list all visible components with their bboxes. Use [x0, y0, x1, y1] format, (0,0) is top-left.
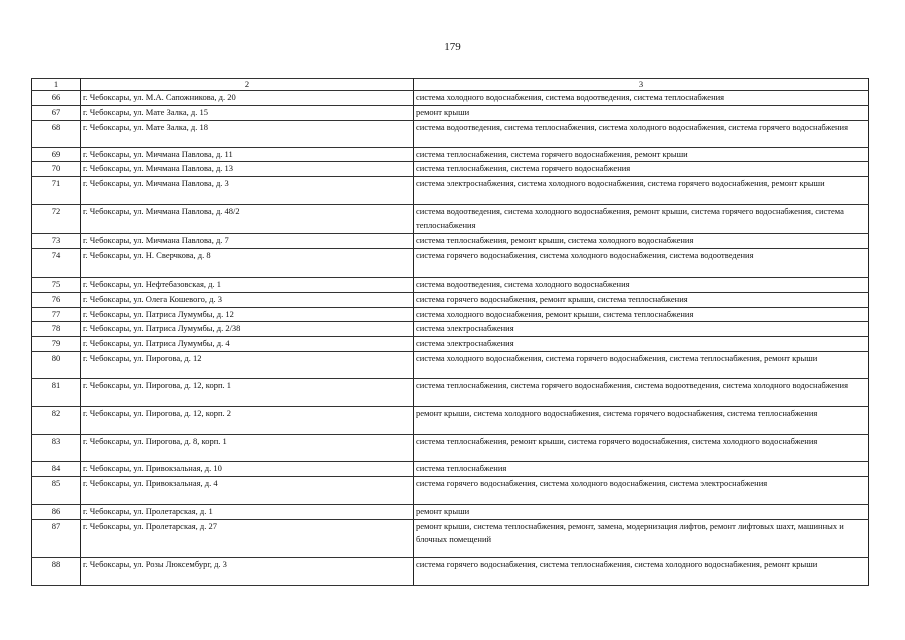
address-cell: г. Чебоксары, ул. Мичмана Павлова, д. 11	[81, 147, 414, 162]
address-cell: г. Чебоксары, ул. Н. Сверчкова, д. 8	[81, 248, 414, 277]
works-cell: система электроснабжения, система холодного водоснабжения, система горячего водоснабжения, ремонт крыши	[414, 177, 869, 205]
row-number: 76	[32, 292, 81, 307]
works-cell: система теплоснабжения, система горячего водоснабжения, система водоотведения, система холодного водоснабжения	[414, 378, 869, 406]
row-number: 66	[32, 91, 81, 106]
address-cell: г. Чебоксары, ул. Привокзальная, д. 4	[81, 476, 414, 504]
table-row	[32, 476, 869, 504]
works-cell: ремонт крыши, система холодного водоснабжения, система горячего водоснабжения, система теплоснабжения	[414, 406, 869, 434]
column-header-works: 3	[414, 79, 869, 91]
works-cell: система теплоснабжения	[414, 461, 869, 476]
table-row	[32, 105, 869, 120]
works-cell: система горячего водоснабжения, система теплоснабжения, система холодного водоснабжения, ремонт крыши	[414, 557, 869, 585]
row-number: 87	[32, 519, 81, 557]
table-header-row	[32, 79, 869, 91]
table-row	[32, 277, 869, 292]
table-row	[32, 557, 869, 585]
row-number: 68	[32, 120, 81, 147]
table-row	[32, 248, 869, 277]
works-cell: система электроснабжения	[414, 322, 869, 337]
row-number: 69	[32, 147, 81, 162]
row-number: 85	[32, 476, 81, 504]
works-cell: система горячего водоснабжения, ремонт крыши, система теплоснабжения	[414, 292, 869, 307]
address-cell: г. Чебоксары, ул. Мате Залка, д. 18	[81, 120, 414, 147]
works-cell: система электроснабжения	[414, 337, 869, 352]
table-row	[32, 177, 869, 205]
works-cell: система холодного водоснабжения, ремонт крыши, система теплоснабжения	[414, 307, 869, 322]
row-number: 86	[32, 504, 81, 519]
address-cell: г. Чебоксары, ул. Нефтебазовская, д. 1	[81, 277, 414, 292]
table-body	[32, 79, 869, 586]
address-cell: г. Чебоксары, ул. Патриса Лумумбы, д. 4	[81, 337, 414, 352]
table-row	[32, 461, 869, 476]
row-number: 81	[32, 378, 81, 406]
works-cell: система водоотведения, система теплоснабжения, система холодного водоснабжения, система горячего водоснабжения	[414, 120, 869, 147]
table-row	[32, 120, 869, 147]
row-number: 88	[32, 557, 81, 585]
works-cell: система холодного водоснабжения, система горячего водоснабжения, система теплоснабжения, ремонт крыши	[414, 351, 869, 378]
row-number: 72	[32, 205, 81, 234]
table-row	[32, 91, 869, 106]
table-row	[32, 351, 869, 378]
table-row	[32, 307, 869, 322]
works-cell: система горячего водоснабжения, система холодного водоснабжения, система водоотведения	[414, 248, 869, 277]
table-row	[32, 519, 869, 557]
row-number: 83	[32, 434, 81, 461]
address-cell: г. Чебоксары, ул. Патриса Лумумбы, д. 2/38	[81, 322, 414, 337]
address-cell: г. Чебоксары, ул. Розы Люксембург, д. 3	[81, 557, 414, 585]
table-row	[32, 234, 869, 249]
table-row	[32, 434, 869, 461]
table-row	[32, 162, 869, 177]
row-number: 70	[32, 162, 81, 177]
address-cell: г. Чебоксары, ул. Мичмана Павлова, д. 7	[81, 234, 414, 249]
works-cell: система горячего водоснабжения, система холодного водоснабжения, система электроснабжения	[414, 476, 869, 504]
row-number: 82	[32, 406, 81, 434]
column-header-number: 1	[32, 79, 81, 91]
row-number: 73	[32, 234, 81, 249]
table-row	[32, 292, 869, 307]
works-cell: ремонт крыши	[414, 105, 869, 120]
table-row	[32, 205, 869, 234]
table-row	[32, 147, 869, 162]
address-cell: г. Чебоксары, ул. Патриса Лумумбы, д. 12	[81, 307, 414, 322]
works-cell: система холодного водоснабжения, система водоотведения, система теплоснабжения	[414, 91, 869, 106]
address-cell: г. Чебоксары, ул. Пирогова, д. 12, корп. 1	[81, 378, 414, 406]
address-cell: г. Чебоксары, ул. М.А. Сапожникова, д. 20	[81, 91, 414, 106]
address-cell: г. Чебоксары, ул. Пирогова, д. 8, корп. 1	[81, 434, 414, 461]
page-number: 179	[444, 41, 461, 53]
works-cell: ремонт крыши	[414, 504, 869, 519]
works-cell: система теплоснабжения, система горячего водоснабжения, ремонт крыши	[414, 147, 869, 162]
address-cell: г. Чебоксары, ул. Олега Кошевого, д. 3	[81, 292, 414, 307]
row-number: 67	[32, 105, 81, 120]
works-cell: ремонт крыши, система теплоснабжения, ремонт, замена, модернизация лифтов, ремонт лифтовых шахт, машинных и блочных помещений	[414, 519, 869, 557]
column-header-address: 2	[81, 79, 414, 91]
row-number: 79	[32, 337, 81, 352]
row-number: 80	[32, 351, 81, 378]
address-cell: г. Чебоксары, ул. Пролетарская, д. 1	[81, 504, 414, 519]
row-number: 84	[32, 461, 81, 476]
works-cell: система водоотведения, система холодного водоснабжения	[414, 277, 869, 292]
row-number: 78	[32, 322, 81, 337]
works-cell: система водоотведения, система холодного водоснабжения, ремонт крыши, система горячего водоснабжения, система теплоснабжения	[414, 205, 869, 234]
row-number: 77	[32, 307, 81, 322]
address-cell: г. Чебоксары, ул. Привокзальная, д. 10	[81, 461, 414, 476]
table-row	[32, 406, 869, 434]
address-cell: г. Чебоксары, ул. Пирогова, д. 12	[81, 351, 414, 378]
address-cell: г. Чебоксары, ул. Мичмана Павлова, д. 13	[81, 162, 414, 177]
repair-list-table	[31, 78, 869, 586]
table-row	[32, 322, 869, 337]
address-cell: г. Чебоксары, ул. Пирогова, д. 12, корп. 2	[81, 406, 414, 434]
address-cell: г. Чебоксары, ул. Мичмана Павлова, д. 3	[81, 177, 414, 205]
works-cell: система теплоснабжения, ремонт крыши, система холодного водоснабжения	[414, 234, 869, 249]
table-row	[32, 337, 869, 352]
address-cell: г. Чебоксары, ул. Мичмана Павлова, д. 48/2	[81, 205, 414, 234]
row-number: 74	[32, 248, 81, 277]
works-cell: система теплоснабжения, ремонт крыши, система горячего водоснабжения, система холодного водоснабжения	[414, 434, 869, 461]
works-cell: система теплоснабжения, система горячего водоснабжения	[414, 162, 869, 177]
row-number: 75	[32, 277, 81, 292]
address-cell: г. Чебоксары, ул. Мате Залка, д. 15	[81, 105, 414, 120]
address-cell: г. Чебоксары, ул. Пролетарская, д. 27	[81, 519, 414, 557]
table-row	[32, 504, 869, 519]
table-row	[32, 378, 869, 406]
row-number: 71	[32, 177, 81, 205]
